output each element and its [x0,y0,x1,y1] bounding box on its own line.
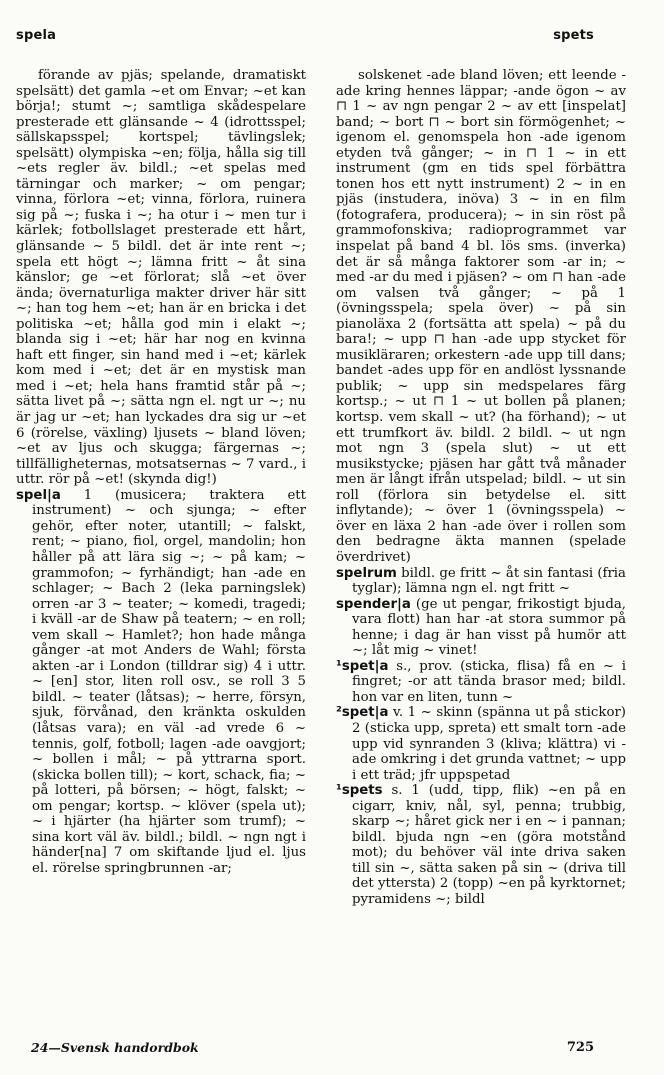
right-column [336,68,626,908]
definition-spelrum: bildl. ge fritt ~ åt sin fantasi (fria tyglar); lämna ngn el. ngt fritt ~ [352,565,626,597]
entry-speta-noun [336,659,626,706]
headword-spendera: spender|a [336,596,411,612]
entry-spel-continuation: förande av pjäs; spelande, dramatiskt spelsätt) det gamla ~et om Envar; ~et kan börja!; stumt ~; samtliga skådespelare presterade ett glänsande ~ 4 (idrottsspel; sällskapsspel; kortspel; tävlingslek; spelsätt) olympiska ~en; följa, hålla sig till ~ets regler äv. bildl.; ~et spelas med tärningar och marker; ~ om pengar; vinna, förlora ~et; vinna, förlora, ruinera sig på ~; fuska i ~; ha otur i ~ men tur i kärlek; fotbollslaget presterade ett hårt, glänsande ~ 5 bildl. det är inte rent ~; spela ett högt ~; lämna fritt ~ åt sina känslor; ge ~et förlorat; slå ~et över ända; övernaturliga makter driver här sitt ~; han tog hem ~et; han är en bricka i det politiska ~et; hålla god min i elakt ~; blanda sig i ~et; här har nog en kvinna haft ett finger, sin hand med i ~et; kärlek kom med i ~et; det är en mystisk man med i ~et; hela hans framtid står på ~; sätta livet på ~; sätta ngn el. ngt ur ~; nu är jag ur ~et; han lyckades dra sig ur ~et 6 (rörelse, växling) ljusets ~ bland löven; ~et av ljus och skugga; färgernas ~; tillfälligheternas, motsatsernas ~ 7 vard., i uttr. rör på ~et! (skynda dig!) [16,68,306,488]
definition-spets: s. 1 (udd, tipp, flik) ~en på en cigarr, kniv, nål, syl, penna; trubbig, skarp ~; håret gick ner i en ~ i pannan; bildl. bjuda ngn ~en (göra motstånd mot); du behöver väl inte driva saken till sin ~, sätta saken på sin ~ (driva till det yttersta) 2 (topp) ~en på kyrktornet; pyramidens ~; bildl [352,783,626,907]
definition-speta-verb: v. 1 ~ skinn (spänna ut på stickor) 2 (sticka upp, spreta) ett smalt torn -ade upp vid synranden 3 (kliva; klättra) vi -ade omkring i det grunda vattnet; ~ upp i ett träd; jfr uppspetad [352,705,626,783]
entry-spela-continuation: solskenet -ade bland löven; ett leende -ade kring hennes läppar; -ande ögon ~ av ⊓ 1 ~ av ngn pengar 2 ~ av ett [inspelat] band; ~ bort ⊓ ~ bort sin förmögenhet; ~ igenom el. genomspela hon -ade igenom etyden två gånger; ~ in ⊓ 1 ~ in ett instrument (gm en tids spel förbättra tonen hos ett nytt instrument) 2 ~ in en pjäs (instudera, inöva) 3 ~ in en film (fotografera, producera); ~ in sin röst på grammofonskiva; radioprogrammet var inspelat på band 4 bl. lös sms. (inverka) det är så många faktorer som -ar in; ~ med -ar du med i pjäsen? ~ om ⊓ han -ade om valsen två gånger; ~ på 1 (övningsspela; spela över) ~ på sin pianoläxa 2 (fortsätta att spela) ~ på du bara!; ~ upp ⊓ han -ade upp stycket för musikläraren; orkestern -ade upp till dans; bandet -ades upp för en andlöst lyssnande publik; ~ upp sin medspelares färg kortsp.; ~ ut ⊓ 1 ~ ut bollen på planen; kortsp. vem skall ~ ut? (ha förhand); ~ ut ett trumfkort äv. bildl. 2 bildl. ~ ut ngn mot ngn 3 (spela slut) ~ ut ett musikstycke; pjäsen har gått två månader men är långt ifrån utspelad; bildl. ~ ut sin roll (förlora sin betydelse el. sitt inflytande); ~ över 1 (övningsspela) ~ över en läxa 2 han -ade över i rollen som den bedragne äkta mannen (spelade överdrivet) [336,68,626,565]
headword-spela: spel|a [16,487,61,503]
definition-speta-noun: s., prov. (sticka, flisa) få en ~ i fingret; -or att tända brasor med; bildl. hon var en liten, tunn ~ [352,658,626,705]
left-guide-word: spela [16,28,57,43]
headword-speta-verb: ²spet|a [336,705,389,721]
headword-speta-noun: ¹spet|a [336,658,389,674]
page-number: 725 [566,1040,594,1055]
definition-spela: 1 (musicera; traktera ett instrument) ~ och sjunga; ~ efter gehör, efter noter, utantill; ~ falskt, rent; ~ piano, fiol, orgel, mandolin; hon håller på att lära sig ~; ~ på kam; ~ grammofon; ~ fyrhändigt; han -ade en schlager; ~ Bach 2 (leka parningslek) orren -ar 3 ~ teater; ~ komedi, tragedi; i kväll -ar de Shaw på teatern; ~ en roll; vem skall ~ Hamlet?; hon hade många gånger -at mot Anders de Wahl; första akten -ar i London (tilldrar sig) 4 i uttr. ~ [en] stor, liten roll osv., se roll 3 5 bildl. ~ teater (låtsas); ~ herre, försyn, sjuk, förvånad, den kränkta oskulden (låtsas vara); en väl -ad vrede 6 ~ tennis, golf, fotboll; lagen -ade oavgjort; ~ bollen i mål; ~ på yttrarna sport. (skicka bollen till); ~ kort, schack, fia; ~ på lotteri, på börsen; ~ högt, falskt; ~ om pengar; kortsp. ~ klöver (spela ut); ~ i hjärter (ha hjärter som trumf); ~ sina kort väl äv. bildl.; bildl. ~ ngn ngt i händer[na] 7 om skiftande ljud el. ljus el. rörelse springbrunnen -ar; [32,487,306,876]
entry-spets [336,783,626,907]
entry-spendera [336,597,626,659]
definition-spendera: (ge ut pengar, frikostigt bjuda, vara flott) han har -at stora summor på henne; i dag är han visst på humör att ~; låt mig ~ vinet! [352,596,626,659]
headword-spets: ¹spets [336,783,383,799]
entry-spelrum [336,566,626,597]
right-guide-word: spets [553,28,594,43]
entry-spela [16,488,306,877]
headword-spelrum: spelrum [336,565,397,581]
left-column [16,68,306,876]
signature-mark: 24—Svensk handordbok [31,1040,199,1055]
entry-speta-verb [336,705,626,783]
